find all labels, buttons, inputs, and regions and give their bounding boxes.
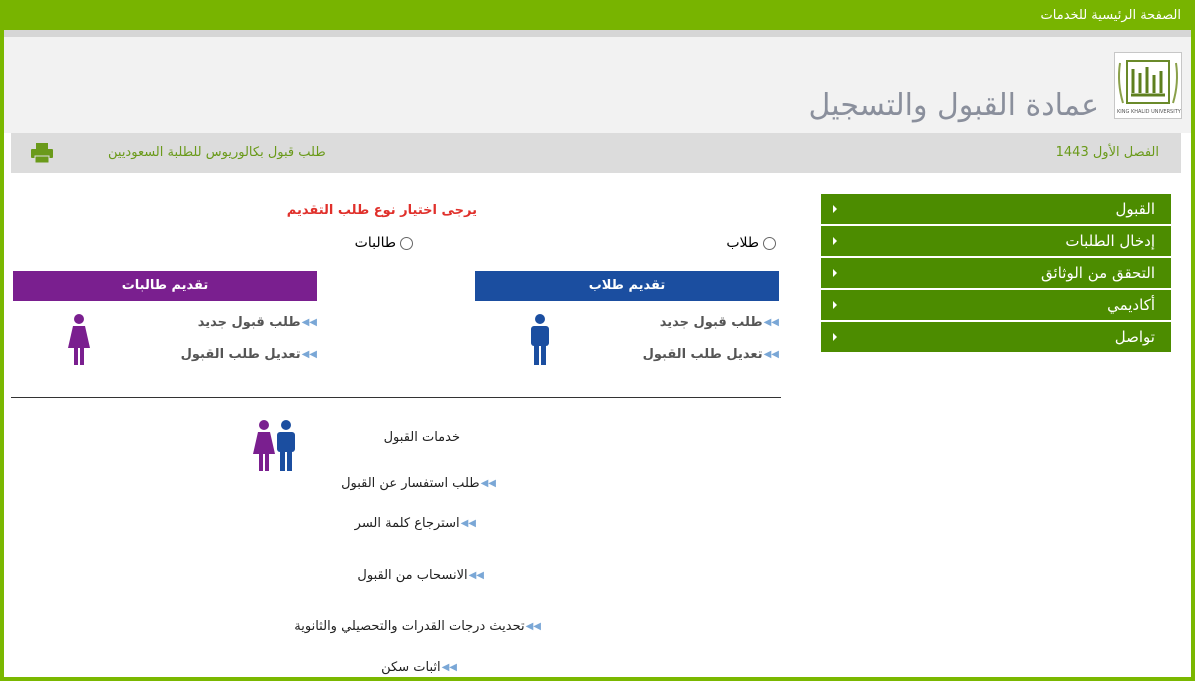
link-text: تعديل طلب القبول bbox=[642, 347, 763, 362]
service-withdraw-link[interactable] bbox=[357, 568, 484, 583]
double-arrow-icon: ◀◀ bbox=[525, 621, 541, 632]
male-new-application-link[interactable] bbox=[660, 315, 779, 330]
top-bar bbox=[0, 0, 1195, 30]
service-password-recovery-link[interactable] bbox=[355, 516, 476, 531]
menu-item-label: أكاديمي bbox=[1107, 296, 1155, 314]
link-text: تعديل طلب القبول bbox=[180, 347, 301, 362]
double-arrow-icon: ◀◀ bbox=[301, 317, 317, 328]
menu-item-contact[interactable] bbox=[821, 322, 1171, 352]
link-text: الانسحاب من القبول bbox=[357, 568, 468, 583]
service-housing-proof-link[interactable] bbox=[381, 660, 457, 675]
caret-right-icon bbox=[833, 333, 837, 341]
caret-right-icon bbox=[833, 237, 837, 245]
service-inquiry-link[interactable] bbox=[341, 476, 496, 491]
double-arrow-icon: ◀◀ bbox=[763, 317, 779, 328]
radio-male[interactable] bbox=[726, 235, 776, 251]
caret-right-icon bbox=[833, 205, 837, 213]
radio-label-male: طلاب bbox=[726, 235, 759, 251]
menu-item-admission[interactable] bbox=[821, 194, 1171, 224]
separator-strip bbox=[4, 30, 1191, 37]
radio-female[interactable] bbox=[355, 235, 413, 251]
link-text: تحديث درجات القدرات والتحصيلي والثانوية bbox=[294, 619, 525, 634]
link-text: اثبات سكن bbox=[381, 660, 441, 675]
menu-item-data-entry[interactable] bbox=[821, 226, 1171, 256]
radio-button[interactable] bbox=[400, 237, 413, 250]
logo-caption: KING KHALID UNIVERSITY bbox=[1117, 109, 1181, 115]
radio-button[interactable] bbox=[763, 237, 776, 250]
menu-item-label: التحقق من الوثائق bbox=[1041, 264, 1155, 282]
double-arrow-icon: ◀◀ bbox=[763, 349, 779, 360]
link-text: طلب قبول جديد bbox=[659, 315, 763, 330]
menu-item-document-verification[interactable] bbox=[821, 258, 1171, 288]
menu-item-label: تواصل bbox=[1114, 328, 1155, 346]
application-type-label: طلب قبول بكالوريوس للطلبة السعوديين bbox=[108, 145, 326, 160]
double-arrow-icon: ◀◀ bbox=[441, 662, 457, 673]
university-logo bbox=[1114, 52, 1182, 119]
selection-prompt: يرجى اختيار نوع طلب التقديم bbox=[286, 203, 477, 218]
female-new-application-link[interactable] bbox=[198, 315, 317, 330]
caret-right-icon bbox=[833, 269, 837, 277]
caret-right-icon bbox=[833, 301, 837, 309]
print-icon[interactable] bbox=[30, 142, 54, 164]
menu-item-academic[interactable] bbox=[821, 290, 1171, 320]
double-arrow-icon: ◀◀ bbox=[301, 349, 317, 360]
menu-item-label: إدخال الطلبات bbox=[1065, 232, 1155, 250]
link-text: طلب قبول جديد bbox=[197, 315, 301, 330]
female-edit-application-link[interactable] bbox=[181, 347, 317, 362]
menu-item-label: القبول bbox=[1115, 200, 1155, 218]
services-title: خدمات القبول bbox=[383, 430, 460, 445]
service-update-scores-link[interactable] bbox=[294, 619, 541, 634]
students-icon bbox=[252, 420, 298, 472]
side-menu bbox=[821, 194, 1171, 354]
double-arrow-icon: ◀◀ bbox=[480, 478, 496, 489]
link-text: طلب استفسار عن القبول bbox=[341, 476, 480, 491]
apply-male-button[interactable]: تقديم طلاب bbox=[475, 271, 779, 301]
term-label: الفصل الأول 1443 bbox=[1055, 145, 1159, 160]
female-icon bbox=[67, 314, 91, 366]
page-title: عمادة القبول والتسجيل bbox=[808, 88, 1099, 123]
radio-label-female: طالبات bbox=[354, 235, 396, 251]
male-icon bbox=[529, 314, 551, 366]
link-text: استرجاع كلمة السر bbox=[354, 516, 460, 531]
double-arrow-icon: ◀◀ bbox=[468, 570, 484, 581]
male-edit-application-link[interactable] bbox=[643, 347, 779, 362]
apply-female-button[interactable]: تقديم طالبات bbox=[13, 271, 317, 301]
section-divider bbox=[11, 397, 781, 398]
services-home-link[interactable]: الصفحة الرئيسية للخدمات bbox=[1040, 8, 1181, 23]
double-arrow-icon: ◀◀ bbox=[460, 518, 476, 529]
